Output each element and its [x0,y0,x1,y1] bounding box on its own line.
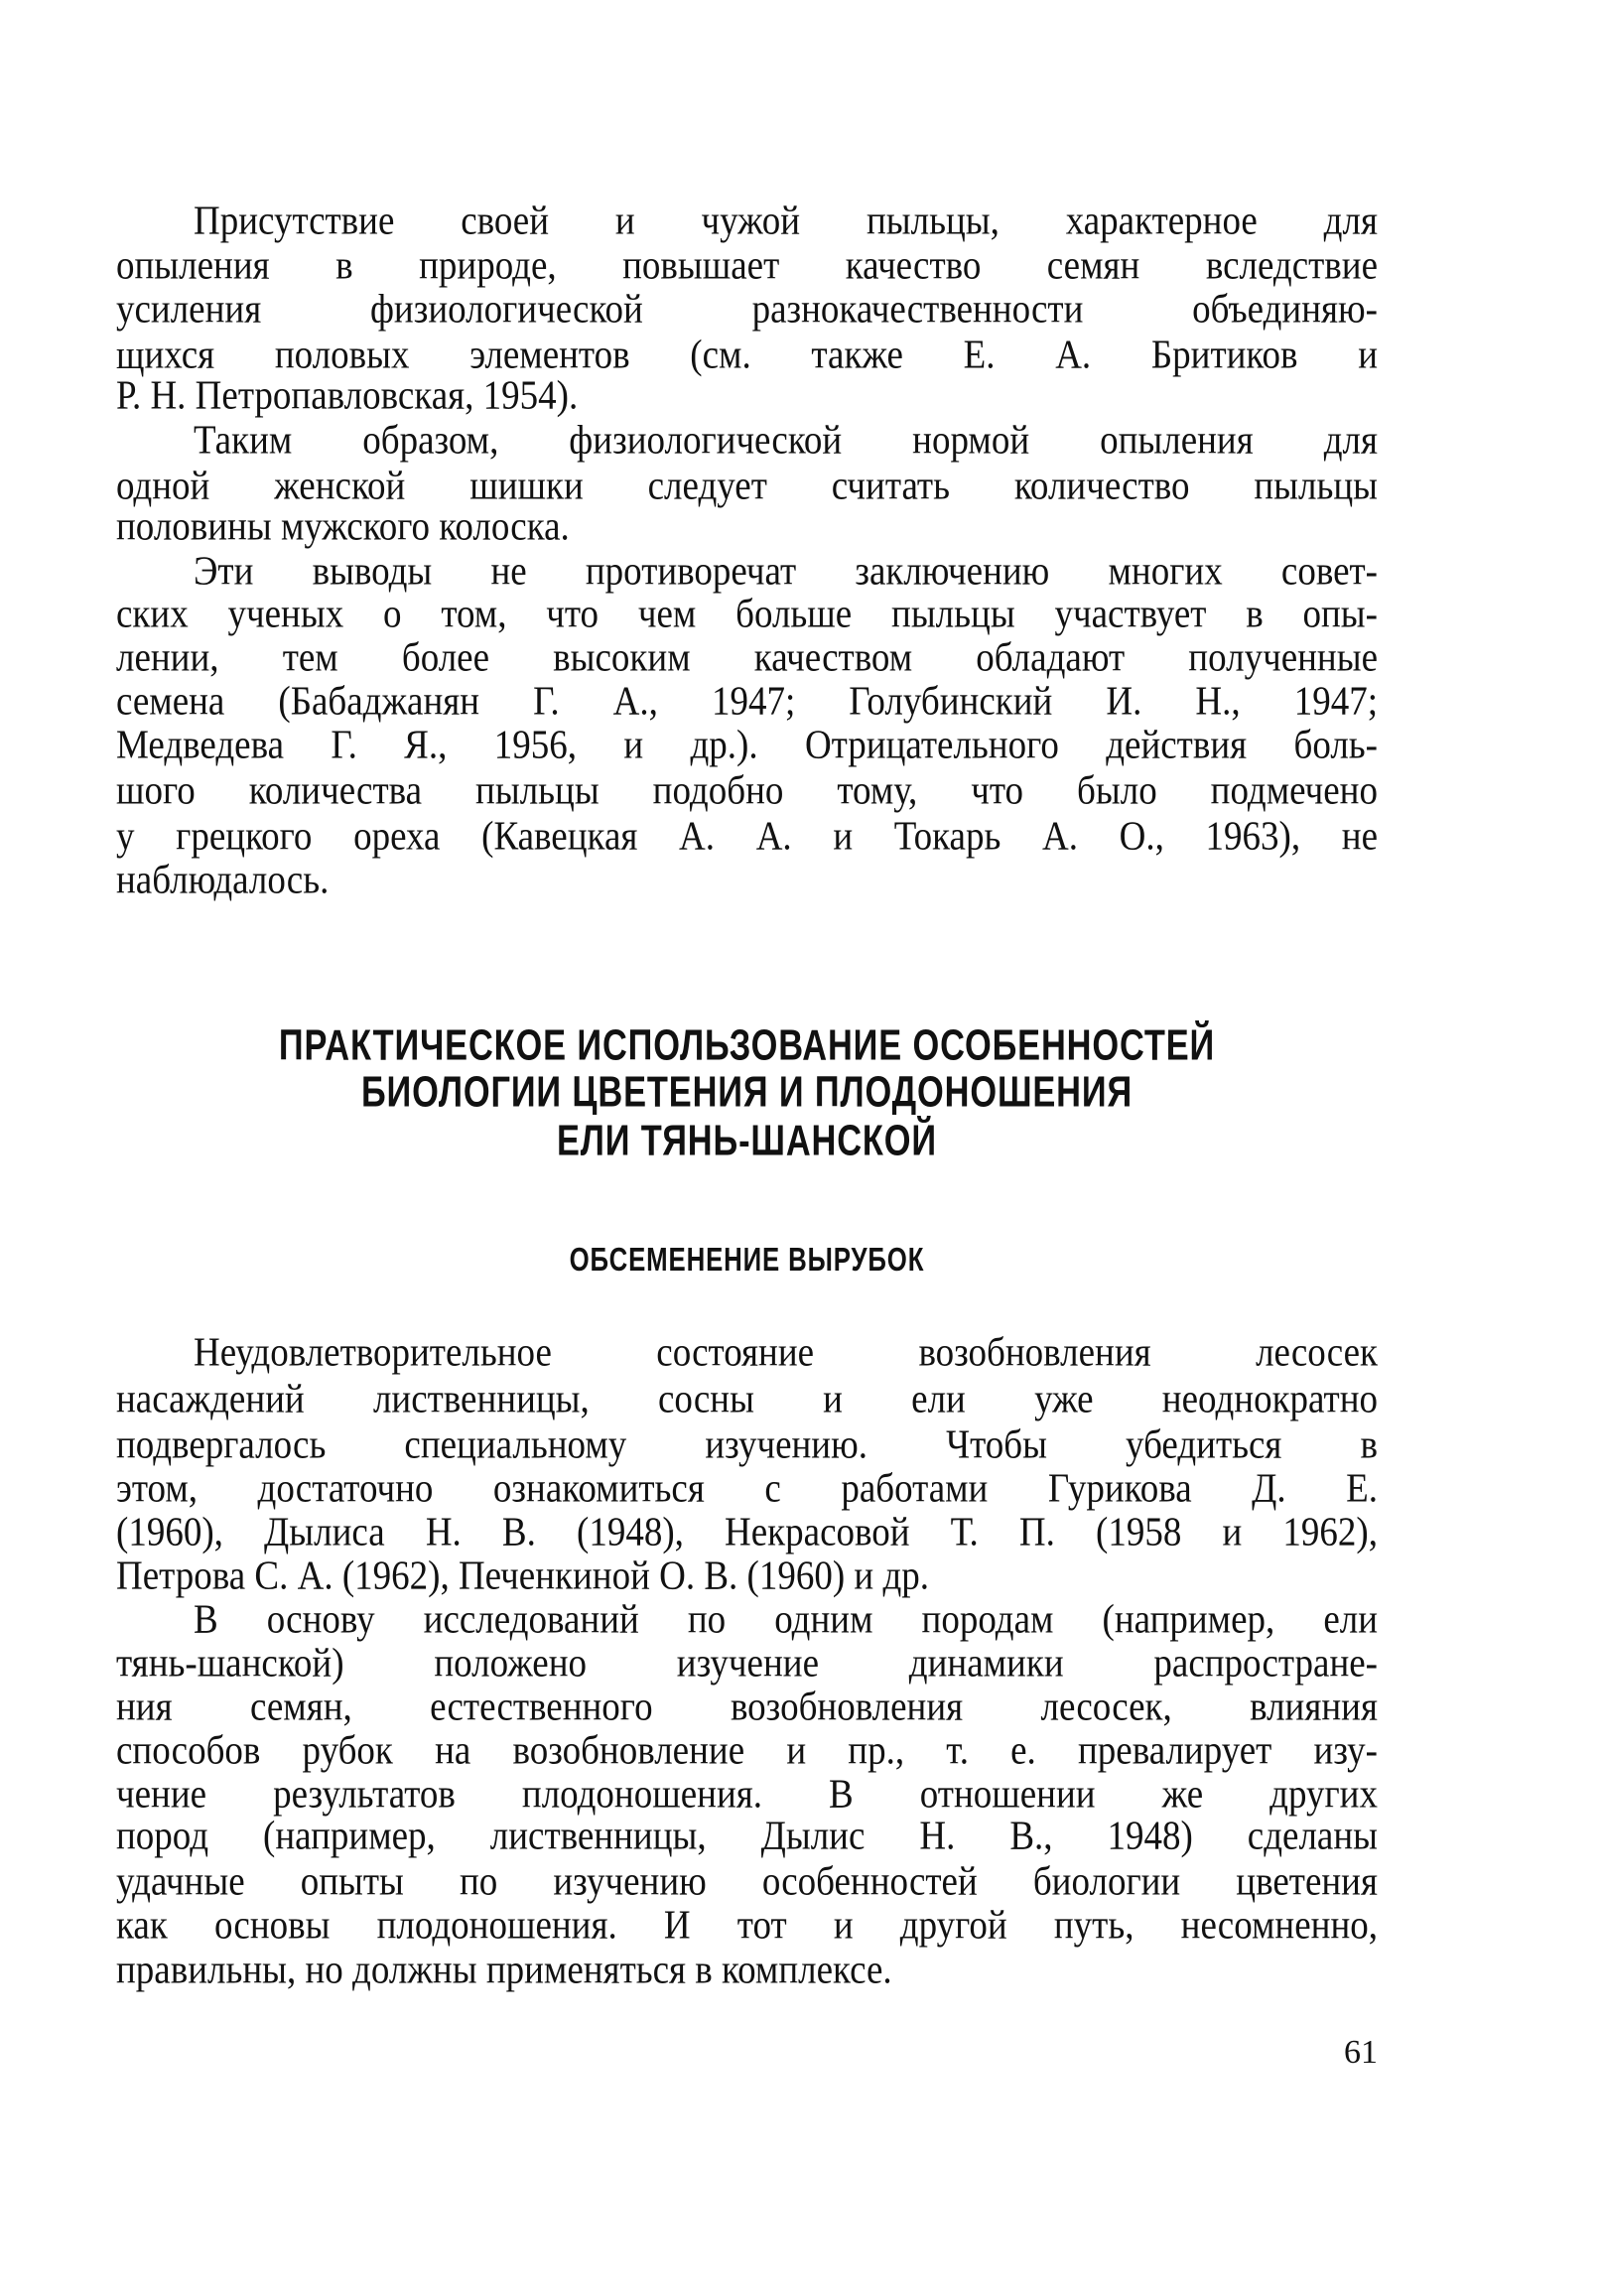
text-line: семена (Бабаджанян Г. А., 1947; Голубинский И. Н., 1947; [116,678,1378,725]
text-line: шого количества пыльцы подобно тому, что было подмечено [116,767,1378,814]
text-line: способов рубок на возобновление и пр., т. е. превалирует изу- [116,1727,1378,1774]
text-line: ских ученых о том, что чем больше пыльцы участвует в опы- [116,591,1378,637]
text-line: у грецкого ореха (Кавецкая А. А. и Токарь А. О., 1963), не [116,813,1378,860]
text-line: Неудовлетворительное состояние возобновления лесосек [194,1329,1378,1376]
page-number: 61 [1344,2034,1378,2071]
text-line: удачные опыты по изучению особенностей биологии цветения [116,1858,1378,1905]
text-line: правильны, но должны применяться в комплексе. [116,1947,892,1993]
heading-line: ЕЛИ ТЯНЬ-ШАНСКОЙ [556,1116,937,1165]
text-line: Эти выводы не противоречат заключению многих совет- [194,548,1378,595]
text-line: пород (например, лиственницы, Дылис Н. В., 1948) сделаны [116,1813,1378,1859]
text-line: щихся половых элементов (см. также Е. А. Бритиков и [116,332,1378,378]
section-subheading: ОБСЕМЕНЕНИЕ ВЫРУБОК [569,1242,925,1279]
text-line: Медведева Г. Я., 1956, и др.). Отрицательного действия боль- [116,722,1378,768]
text-line: ния семян, естественного возобновления лесосек, влияния [116,1684,1378,1730]
text-line: усиления физиологической разнокачественности объединяю- [116,286,1378,333]
text-line: Р. Н. Петропавловская, 1954). [116,372,579,419]
text-line: опыления в природе, повышает качество семян вследствие [116,242,1378,289]
text-line: подвергалось специальному изучению. Чтобы убедиться в [116,1421,1378,1468]
text-line: этом, достаточно ознакомиться с работами Гурикова Д. Е. [116,1465,1378,1512]
text-line: тянь-шанской) положено изучение динамики распростране- [116,1640,1378,1687]
text-line: В основу исследований по одним породам (например, ели [194,1596,1378,1643]
text-line: (1960), Дылиса Н. В. (1948), Некрасовой Т. П. (1958 и 1962), [116,1509,1378,1555]
text-line: чение результатов плодоношения. В отношении же других [116,1771,1378,1818]
text-line: половины мужского колоска. [116,503,570,550]
text-line: лении, тем более высоким качеством обладают полученные [116,634,1378,681]
heading-line: БИОЛОГИИ ЦВЕТЕНИЯ И ПЛОДОНОШЕНИЯ [360,1067,1134,1117]
text-line: как основы плодоношения. И тот и другой путь, несомненно, [116,1902,1378,1949]
heading-line: ПРАКТИЧЕСКОЕ ИСПОЛЬЗОВАНИЕ ОСОБЕННОСТЕЙ [278,1020,1216,1070]
text-line: наблюдалось. [116,857,330,903]
text-line: одной женской шишки следует считать количество пыльцы [116,463,1378,509]
text-line: насаждений лиственницы, сосны и ели уже неоднократно [116,1376,1378,1422]
text-line: Петрова С. А. (1962), Печенкиной О. В. (1960) и др. [116,1553,930,1599]
text-line: Присутствие своей и чужой пыльцы, характерное для [194,198,1378,244]
text-line: Таким образом, физиологической нормой опыления для [194,417,1378,464]
